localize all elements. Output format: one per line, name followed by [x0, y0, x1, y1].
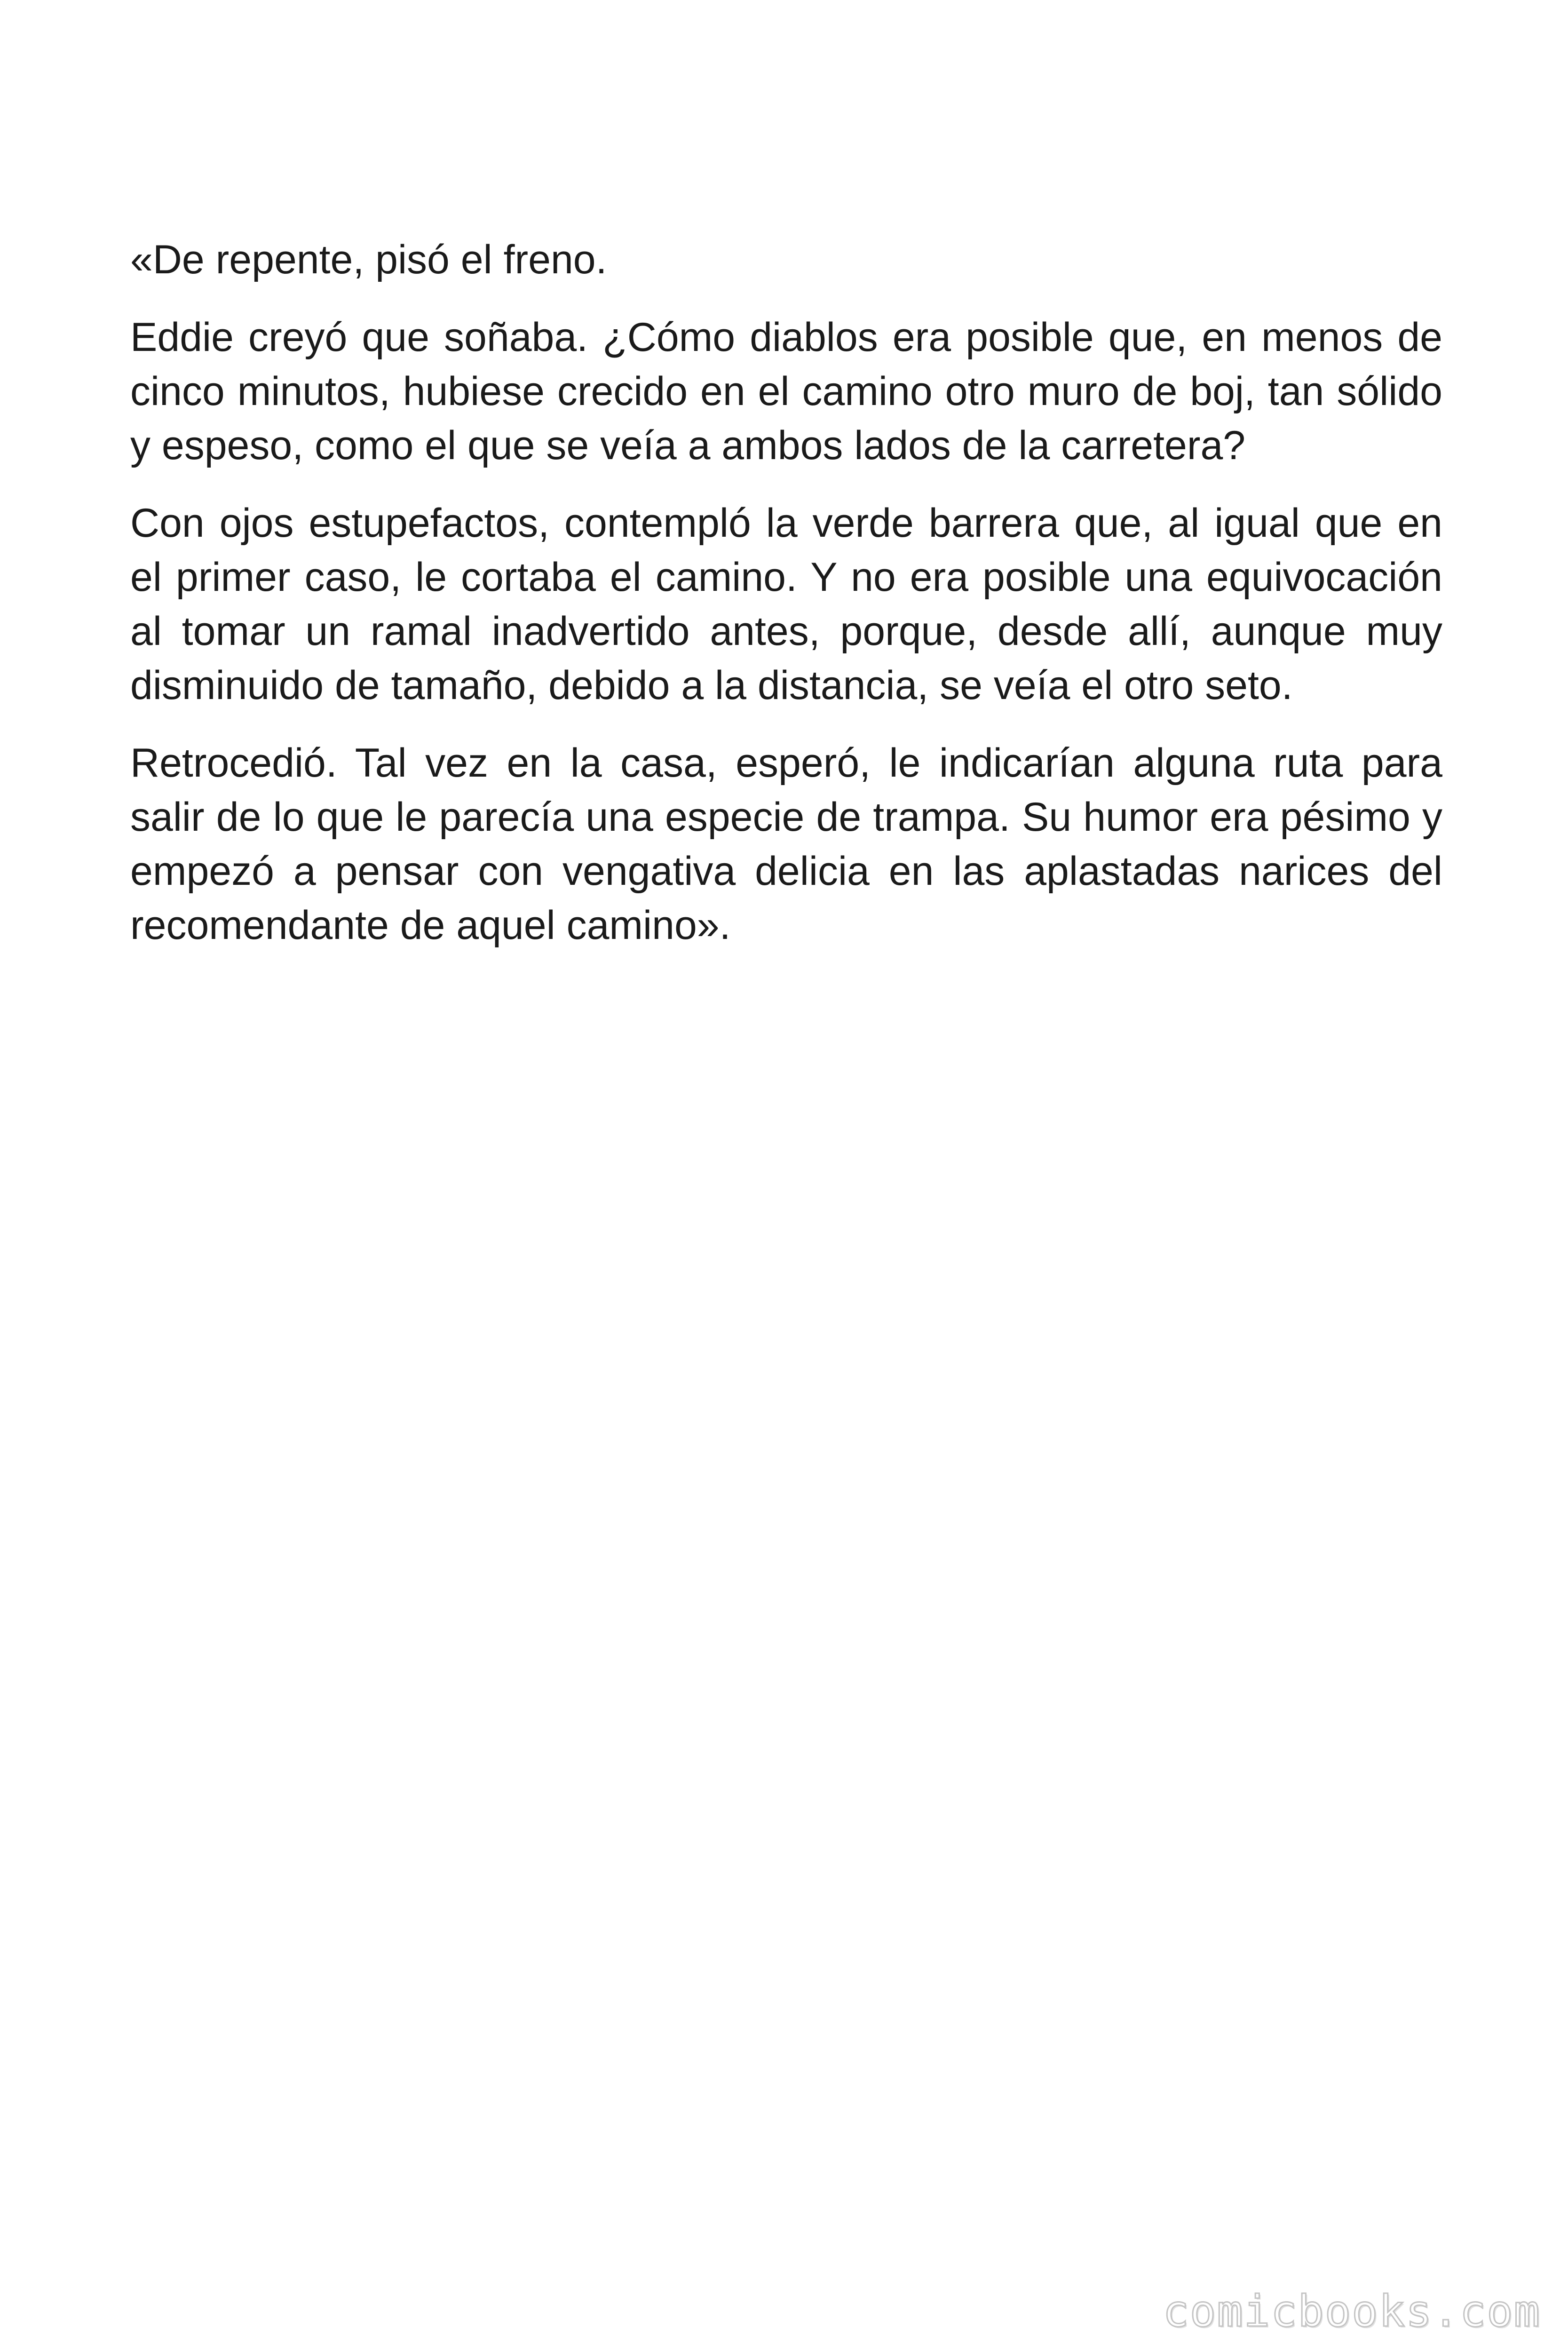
paragraph-4: Retrocedió. Tal vez en la casa, esperó, le indicarían alguna ruta para salir de lo que le parecía una especie de trampa. Su humor era pésimo y empezó a pensar con vengativa delicia en las aplastadas narices del recomendante de aquel camino».: [130, 740, 1442, 948]
paragraph-3: Con ojos estupefactos, contempló la verde barrera que, al igual que en el primer caso, le cortaba el camino. Y no era posible una equivocación al tomar un ramal inadvertido antes, porque, desde allí, aunque muy disminuido de tamaño, debido a la distancia, se veía el otro seto.: [130, 501, 1442, 708]
paragraph-1: «De repente, pisó el freno.: [130, 237, 607, 282]
body-text: [130, 233, 1442, 976]
watermark: comicbooks.com: [1163, 2286, 1541, 2336]
paragraph-2: Eddie creyó que soñaba. ¿Cómo diablos era posible que, en menos de cinco minutos, hubiese crecido en el camino otro muro de boj, tan sólido y espeso, como el que se veía a ambos lados de la carretera?: [130, 315, 1442, 468]
